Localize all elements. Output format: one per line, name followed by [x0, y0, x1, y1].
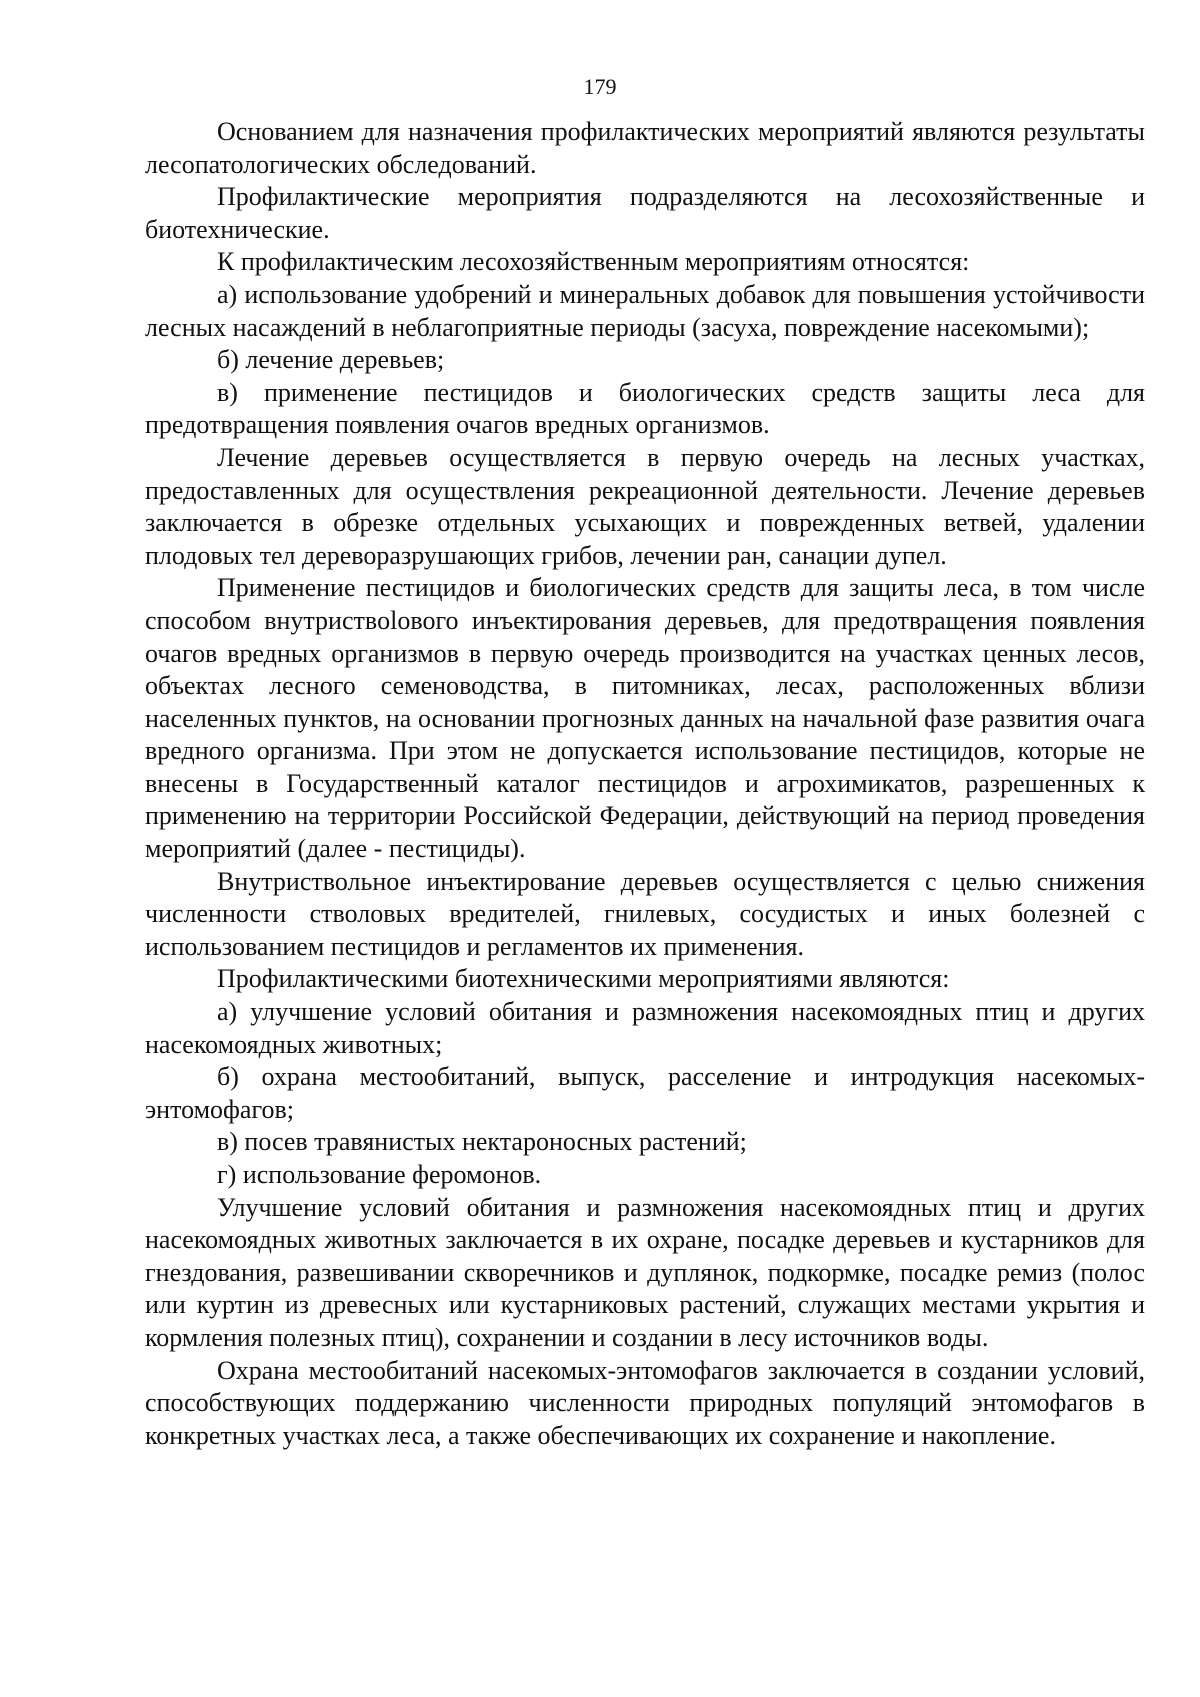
paragraph: Применение пестицидов и биологических средств для защиты леса, в том числе способом внутриствolового инъектирования деревьев, для предотвращения появления очагов вредных организмов в первую очередь производится на участках ценных лесов, объектах лесного семеноводства, в питомниках, лесах, расположенных вблизи населенных пунктов, на основании прогнозных данных на начальной фазе развития очага вредного организма. При этом не допускается использование пестицидов, которые не внесены в Государственный каталог пестицидов и агрохимикатов, разрешенных к применению на территории Российской Федерации, действующий на период проведения мероприятий (далее - пестициды). — [145, 573, 1145, 864]
paragraph: Улучшение условий обитания и размножения насекомоядных птиц и других насекомоядных животных заключается в их охране, посадке деревьев и кустарников для гнездования, развешивании скворечников и дуплянок, подкормке, посадке ремиз (полос или куртин из древесных или кустарниковых растений, служащих местами укрытия и кормления полезных птиц), сохранении и создании в лесу источников воды. — [145, 1192, 1145, 1352]
list-item: в) применение пестицидов и биологических средств защиты леса для предотвращения появления очагов вредных организмов. — [145, 377, 1145, 440]
list-item: б) охрана местообитаний, выпуск, расселение и интродукция насекомых-энтомофагов; — [145, 1062, 1145, 1124]
body-text — [145, 116, 1145, 1452]
list-item: а) улучшение условий обитания и размножения насекомоядных птиц и других насекомоядных животных; — [145, 997, 1145, 1059]
paragraph: Лечение деревьев осуществляется в первую очередь на лесных участках, предоставленных для осуществления рекреационной деятельности. Лечение деревьев заключается в обрезке отдельных усыхающих и поврежденных ветвей, удалении плодовых тел дереворазрушающих грибов, лечении ран, санации дупел. — [145, 442, 1145, 570]
list-item: б) лечение деревьев; — [217, 345, 445, 375]
paragraph: Профилактические мероприятия подразделяются на лесохозяйственные и биотехнические. — [145, 182, 1145, 244]
paragraph: Внутриствольное инъектирование деревьев осуществляется с целью снижения численности стволовых вредителей, гнилевых, сосудистых и иных болезней с использованием пестицидов и регламентов их применения. — [145, 866, 1145, 961]
list-item: а) использование удобрений и минеральных добавок для повышения устойчивости лесных насаждений в неблагоприятные периоды (засуха, повреждение насекомыми); — [145, 279, 1145, 342]
page-number: 179 — [583, 74, 617, 99]
paragraph: Основанием для назначения профилактических мероприятий являются результаты лесопатологических обследований. — [145, 117, 1145, 179]
list-item: г) использование феромонов. — [217, 1160, 542, 1189]
paragraph: Профилактическими биотехническими мероприятиями являются: — [217, 964, 950, 994]
list-item: в) посев травянистых нектароносных растений; — [217, 1127, 747, 1157]
paragraph: Охрана местообитаний насекомых-энтомофагов заключается в создании условий, способствующих поддержанию численности природных популяций энтомофагов в конкретных участках леса, а также обеспечивающих их сохранение и накопление. — [145, 1355, 1145, 1450]
paragraph: К профилактическим лесохозяйственным мероприятиям относятся: — [217, 247, 970, 277]
